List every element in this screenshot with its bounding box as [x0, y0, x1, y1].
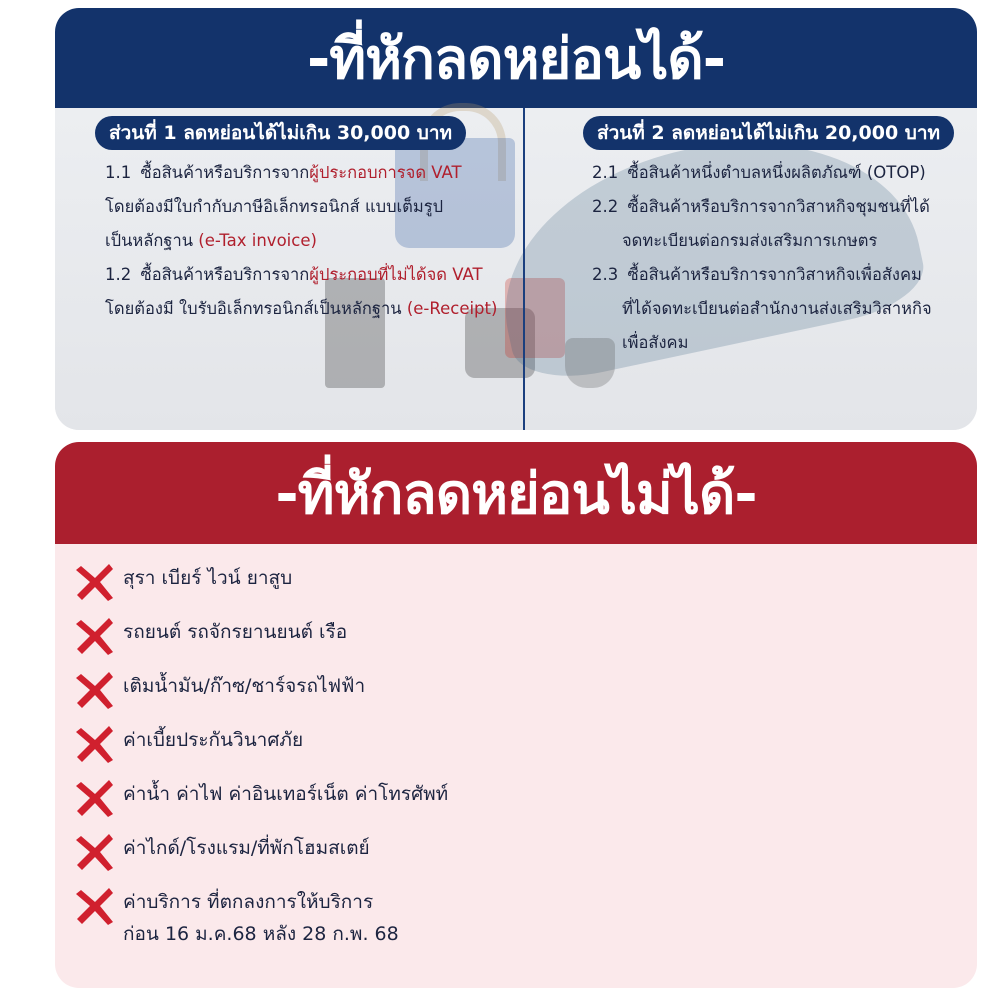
part2-item3-cont2 — [555, 326, 965, 360]
red-x-icon — [73, 614, 117, 658]
item-text: โดยต้องมี ใบรับอิเล็กทรอนิกส์เป็นหลักฐาน — [105, 299, 407, 318]
item-text: ซื้อสินค้าหรือบริการจาก — [140, 265, 310, 284]
part2-item2-cont — [555, 224, 965, 258]
part1-column — [75, 116, 515, 326]
item-text: ซื้อสินค้าหนึ่งตำบลหนึ่งผลิตภัณฑ์ (OTOP) — [627, 163, 926, 182]
list-item-label: รถยนต์ รถจักรยานยนต์ เรือ — [123, 621, 348, 643]
item-number: 2.1 — [592, 163, 619, 182]
item-number: 2.3 — [592, 265, 619, 284]
deductible-body — [55, 108, 977, 430]
item-text: เพื่อสังคม — [622, 333, 689, 352]
list-item-label: ค่าเบี้ยประกันวินาศภัย — [123, 729, 304, 751]
item-text: ที่ได้จดทะเบียนต่อสำนักงานส่งเสริมวิสาหกิจ — [622, 299, 932, 318]
part1-heading: ส่วนที่ 1 ลดหย่อนได้ไม่เกิน 30,000 บาท — [95, 116, 466, 150]
red-x-icon — [73, 560, 117, 604]
deductible-title: -ที่หักลดหย่อนได้- — [306, 26, 726, 92]
deductible-header — [55, 8, 977, 108]
list-item-line1: ค่าบริการ ที่ตกลงการให้บริการ — [123, 891, 374, 913]
item-highlight: (e-Tax invoice) — [198, 231, 317, 250]
column-divider — [523, 108, 525, 430]
part2-list — [555, 156, 965, 360]
item-highlight: ผู้ประกอบการจด VAT — [309, 163, 462, 182]
red-x-icon — [73, 668, 117, 712]
item-text: โดยต้องมีใบกำกับภาษีอิเล็กทรอนิกส์ แบบเต็มรูป — [105, 197, 444, 216]
part2-item2 — [555, 190, 965, 224]
item-highlight: (e-Receipt) — [406, 299, 498, 318]
part1-item1-line3 — [75, 224, 515, 258]
item-number: 1.1 — [105, 163, 132, 182]
part2-item3 — [555, 258, 965, 292]
part2-heading: ส่วนที่ 2 ลดหย่อนได้ไม่เกิน 20,000 บาท — [583, 116, 954, 150]
list-item-label: สุรา เบียร์ ไวน์ ยาสูบ — [123, 567, 293, 589]
part1-item2-line1 — [75, 258, 515, 292]
list-item — [55, 886, 977, 976]
item-text: ซื้อสินค้าหรือบริการจากวิสาหกิจชุมชนที่ได้ — [627, 197, 930, 216]
list-item-label — [123, 886, 399, 950]
non-deductible-header — [55, 442, 977, 544]
list-item-label: ค่าน้ำ ค่าไฟ ค่าอินเทอร์เน็ต ค่าโทรศัพท์ — [123, 783, 449, 805]
part2-column — [555, 116, 965, 360]
part1-item1-line1 — [75, 156, 515, 190]
non-deductible-title: -ที่หักลดหย่อนไม่ได้- — [275, 461, 757, 527]
item-text: เป็นหลักฐาน — [105, 231, 199, 250]
deductible-card — [55, 8, 977, 430]
list-item-line2: ก่อน 16 ม.ค.68 หลัง 28 ก.พ. 68 — [123, 923, 399, 945]
list-item-label: ค่าไกด์/โรงแรม/ที่พักโฮมสเตย์ — [123, 837, 370, 859]
item-number: 1.2 — [105, 265, 132, 284]
item-text: ซื้อสินค้าหรือบริการจากวิสาหกิจเพื่อสังคม — [627, 265, 922, 284]
list-item — [55, 616, 977, 670]
item-text: จดทะเบียนต่อกรมส่งเสริมการเกษตร — [622, 231, 878, 250]
red-x-icon — [73, 884, 117, 928]
part1-item2-line2 — [75, 292, 515, 326]
part2-item1 — [555, 156, 965, 190]
item-number: 2.2 — [592, 197, 619, 216]
red-x-icon — [73, 722, 117, 766]
list-item — [55, 724, 977, 778]
list-item — [55, 562, 977, 616]
red-x-icon — [73, 830, 117, 874]
part1-item1-line2 — [75, 190, 515, 224]
non-deductible-list — [55, 544, 977, 976]
list-item-label: เติมน้ำมัน/ก๊าซ/ชาร์จรถไฟฟ้า — [123, 675, 366, 697]
list-item — [55, 832, 977, 886]
non-deductible-card — [55, 442, 977, 988]
list-item — [55, 670, 977, 724]
red-x-icon — [73, 776, 117, 820]
item-highlight: ผู้ประกอบที่ไม่ได้จด VAT — [309, 265, 483, 284]
list-item — [55, 778, 977, 832]
part2-item3-cont1 — [555, 292, 965, 326]
part1-list — [75, 156, 515, 326]
item-text: ซื้อสินค้าหรือบริการจาก — [140, 163, 310, 182]
